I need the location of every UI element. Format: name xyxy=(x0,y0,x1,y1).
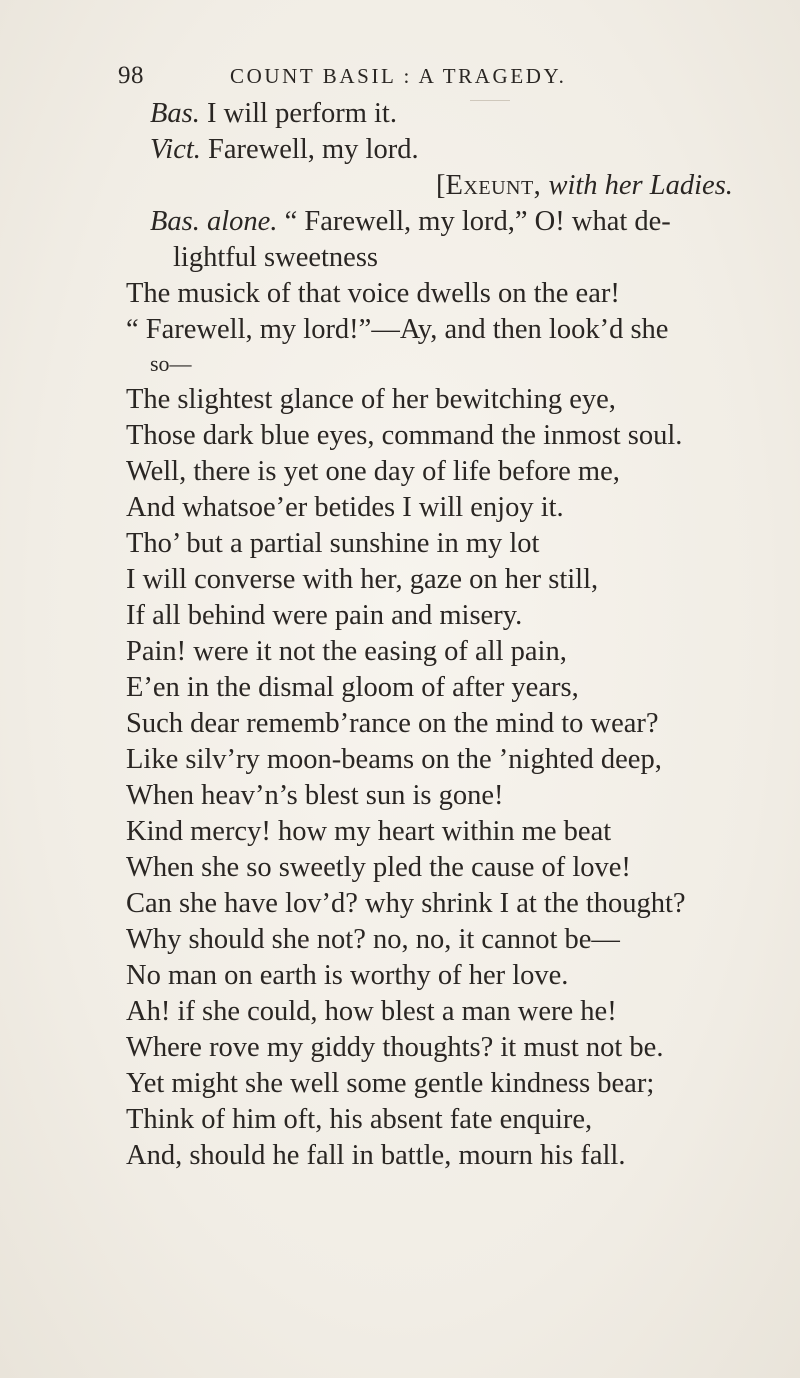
verse-line: Pain! were it not the easing of all pain, xyxy=(126,636,567,667)
bracket: [ xyxy=(436,170,446,201)
verse-line: Where rove my giddy thoughts? it must not be. xyxy=(126,1032,664,1063)
verse-line: Can she have lov’d? why shrink I at the thought? xyxy=(126,888,686,919)
speaker-name: Vict. xyxy=(150,134,201,165)
speaker-name: Bas. xyxy=(150,206,200,237)
verse-line: When she so sweetly pled the cause of love! xyxy=(126,852,631,883)
running-title: COUNT BASIL : A TRAGEDY. xyxy=(230,64,567,88)
verse-line: Kind mercy! how my heart within me beat xyxy=(126,816,612,847)
verse-line: “ Farewell, my lord!”—Ay, and then look’d she xyxy=(126,314,669,345)
verse-line: Tho’ but a partial sunshine in my lot xyxy=(126,528,540,559)
verse-line: I will converse with her, gaze on her still, xyxy=(126,564,599,595)
header-divider xyxy=(470,100,510,101)
verse-line: Such dear rememb’rance on the mind to wear? xyxy=(126,708,659,739)
verse-line-continuation: lightful sweetness xyxy=(173,242,379,273)
verse-line: Well, there is yet one day of life before me, xyxy=(126,456,620,487)
verse-line: And whatsoe’er betides I will enjoy it. xyxy=(126,492,564,523)
line-text: “ Farewell, my lord,” O! what de- xyxy=(277,206,671,237)
verse-line: Like silv’ry moon-beams on the ’nighted deep, xyxy=(126,744,662,775)
verse-line: The slightest glance of her bewitching eye, xyxy=(126,384,616,415)
stage-direction-inline: alone. xyxy=(199,206,278,237)
verse-line: Think of him oft, his absent fate enquire, xyxy=(126,1104,593,1135)
verse-line xyxy=(150,132,419,168)
speaker-name: Bas. xyxy=(150,98,200,129)
line-text: I will perform it. xyxy=(199,98,397,129)
verse-line xyxy=(150,204,671,240)
verse-line: Ah! if she could, how blest a man were he! xyxy=(126,996,617,1027)
verse-line: Yet might she well some gentle kindness bear; xyxy=(126,1068,655,1099)
verse-line: The musick of that voice dwells on the ear! xyxy=(126,278,620,309)
verse-line: If all behind were pain and misery. xyxy=(126,600,523,631)
stage-direction xyxy=(436,168,733,204)
verse-line: No man on earth is worthy of her love. xyxy=(126,960,569,991)
verse-line-continuation: so— xyxy=(150,351,192,376)
exeunt-label: Exeunt, xyxy=(445,170,542,201)
verse-line: E’en in the dismal gloom of after years, xyxy=(126,672,579,703)
verse-line: Those dark blue eyes, command the inmost soul. xyxy=(126,420,683,451)
verse-line xyxy=(150,96,397,132)
page-number: 98 xyxy=(118,62,144,89)
verse-line: Why should she not? no, no, it cannot be— xyxy=(126,924,620,955)
stage-direction-text: with her Ladies. xyxy=(541,170,733,201)
verse-line: And, should he fall in battle, mourn his fall. xyxy=(126,1140,626,1171)
verse-line: When heav’n’s blest sun is gone! xyxy=(126,780,504,811)
line-text: Farewell, my lord. xyxy=(200,134,419,165)
running-head xyxy=(118,62,758,96)
